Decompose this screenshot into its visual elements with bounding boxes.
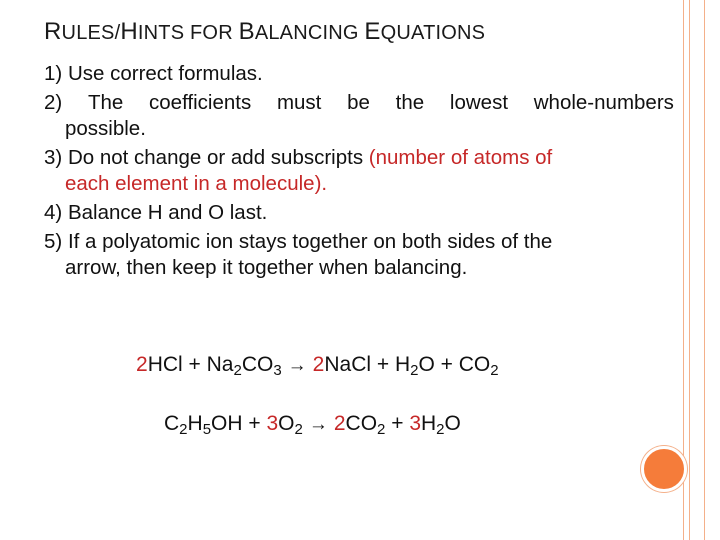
equation-hcl-na2co3: $2HCl + Na_2CO_3$ → 2NaCl + $H_2O + CO_2$ <box>136 353 499 379</box>
rules-list <box>44 61 674 284</box>
arrow-icon: → <box>287 355 307 376</box>
decor-line <box>689 0 690 540</box>
rule-2: 2) The coefficients must be the lowest whole-numbers possible. <box>44 91 674 140</box>
decor-line <box>704 0 705 540</box>
orange-circle-icon <box>641 446 687 492</box>
arrow-icon: → <box>308 414 328 435</box>
equation-ethanol-combustion: $C_2H_5OH + 3O_2 \to 2CO_2 + 3H_2O$ <box>164 412 461 438</box>
rule-5: 5) If a polyatomic ion stays together on both sides of the arrow, then keep it together when balancing. <box>44 230 553 279</box>
rule-3: 3) Do not change or add subscripts (number of atoms of each element in a molecule). <box>44 146 553 195</box>
rule-1: 1) Use correct formulas. <box>44 62 263 85</box>
slide-title: RULES/HINTS FOR BALANCING EQUATIONS <box>44 18 486 45</box>
rule-4: 4) Balance H and O last. <box>44 201 268 224</box>
